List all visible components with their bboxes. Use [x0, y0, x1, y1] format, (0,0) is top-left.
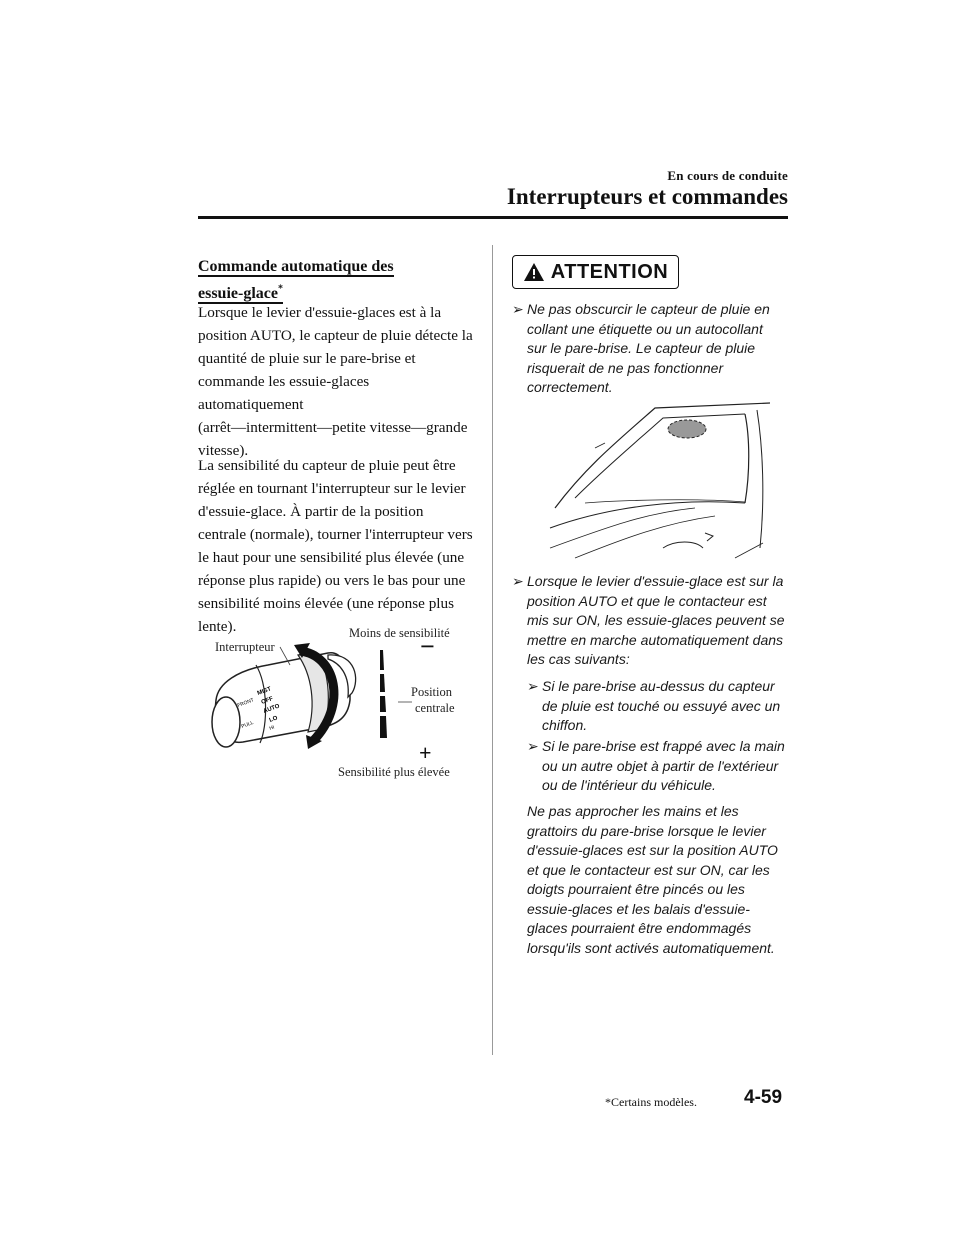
caution-bullet-1 — [512, 300, 782, 398]
paragraph-sensitivity: La sensibilité du capteur de pluie peut être réglée en tournant l'interrupteur sur le levier d'essuie-glace. À partir de la position centrale (normale), tourner l'interrupteur vers le haut pour une sensibilité plus élevée (une réponse plus rapide) ou vers le bas pour une sensibilité moins élevée (une réponse plus lente). — [198, 457, 473, 635]
paragraph-auto-wiper: Lorsque le levier d'essuie-glaces est à la position AUTO, le capteur de pluie détecte la quantité de pluie sur le pare-brise et commande les essuie-glaces automatiquement (arrêt―intermittent―petite vitesse―grande vitesse). — [198, 304, 473, 459]
caution-sub-bullet-1 — [527, 677, 789, 736]
label-moins-sensibilite: Moins de sensibilité — [349, 626, 450, 640]
caution-bullet-2 — [512, 572, 787, 670]
minus-sign: − — [420, 632, 435, 661]
label-sensibilite-elevee: Sensibilité plus élevée — [338, 765, 450, 779]
lever-label-front: FRONT — [236, 697, 255, 709]
lever-label-pull: PULL — [240, 719, 255, 730]
label-centrale: centrale — [415, 701, 455, 715]
label-interrupteur: Interrupteur — [215, 640, 275, 654]
bullet-arrow-icon: ➢ — [527, 738, 539, 754]
caution-sub-bullet-1-text: Si le pare-brise au-dessus du capteur de pluie est touché ou essuyé avec un chiffon. — [542, 678, 781, 733]
caution-bullet-2-text: Lorsque le levier d'essuie-glace est sur la position AUTO et que le contacteur est mis sur ON, les essuie-glaces peuvent se mettre en marche automatiquement dans les cas suivants: — [527, 573, 785, 667]
lever-label-auto: AUTO — [262, 703, 281, 715]
running-header-title: Interrupteurs et commandes — [506, 184, 788, 209]
column-divider — [492, 245, 493, 1055]
plus-sign: + — [419, 740, 432, 765]
caution-sub-bullet-2-text: Si le pare-brise est frappé avec la main ou un autre objet à partir de l'extérieur ou de l'intérieur du véhicule. — [542, 738, 785, 793]
lever-label-off: OFF — [260, 696, 274, 706]
footnote-mark: * — [277, 284, 283, 295]
caution-paragraph: Ne pas approcher les mains et les grattoirs du pare-brise lorsque le levier d'essuie-glaces est sur la position AUTO et que le contacteur est sur ON, car les doigts pourraient être pincés ou les essuie-glaces et les balais d'essuie-glaces pourraient être endommagés lorsqu'ils sont activés automatiquement. — [527, 803, 778, 956]
page-number: 4-59 — [744, 1087, 783, 1108]
caution-sub-bullet-2 — [527, 737, 789, 796]
label-position: Position — [411, 685, 452, 699]
warning-triangle-icon — [523, 262, 545, 282]
caution-bullet-1-text: Ne pas obscurcir le capteur de pluie en collant une étiquette ou un autocollant sur le pare-brise. Le capteur de pluie risquerait de ne pas fonctionner correctement. — [527, 301, 770, 395]
header-rule — [198, 216, 788, 219]
windshield-sensor-drawing — [545, 398, 770, 560]
attention-box — [512, 255, 679, 289]
car-illustration — [545, 398, 770, 560]
section-heading — [198, 255, 398, 305]
footnote-certains-modeles: *Certains modèles. — [605, 1095, 697, 1109]
section-heading-line1: Commande automatique des — [198, 258, 394, 275]
running-header-section: En cours de conduite — [667, 168, 788, 183]
lever-label-mist: MIST — [256, 686, 273, 697]
bullet-arrow-icon: ➢ — [527, 678, 539, 694]
bullet-arrow-icon: ➢ — [512, 301, 524, 317]
bullet-arrow-icon: ➢ — [512, 573, 524, 589]
attention-label: ATTENTION — [550, 260, 669, 283]
lever-label-lo: LO — [268, 715, 279, 724]
rain-sensor-area — [668, 420, 706, 438]
section-heading-line2: essuie-glace* — [198, 284, 283, 303]
lever-label-hi: HI — [268, 724, 276, 732]
